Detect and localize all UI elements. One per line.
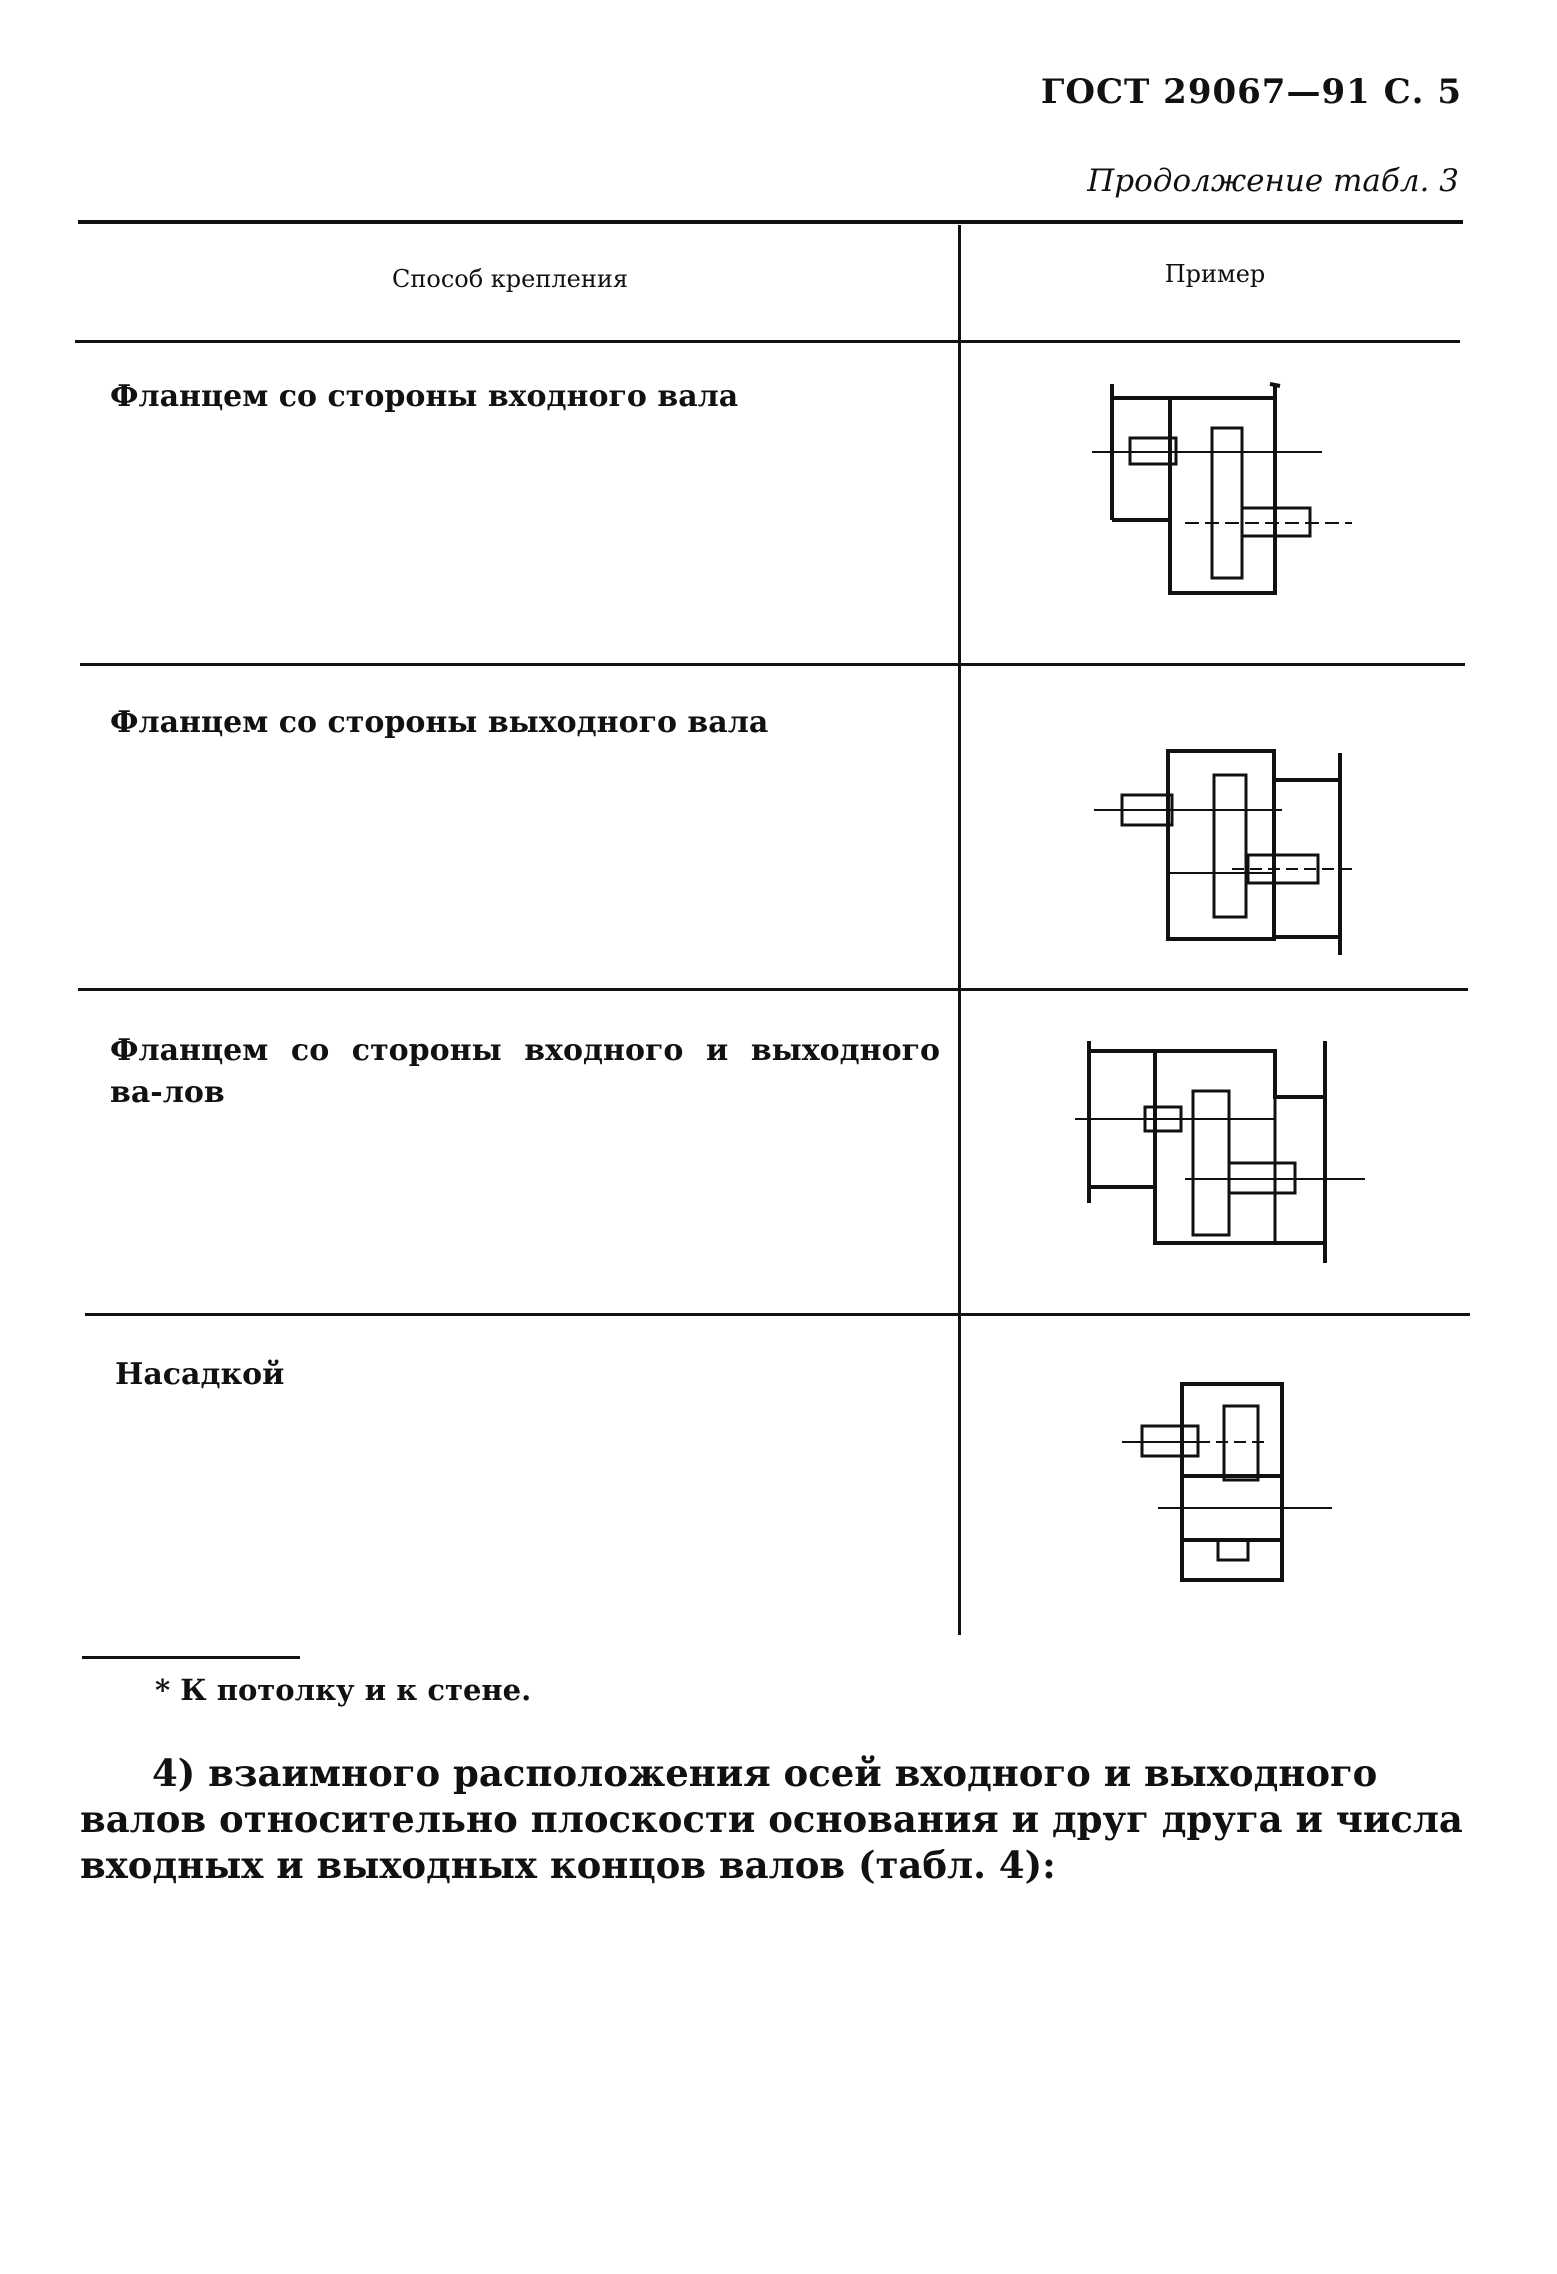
table-column-divider [958,225,961,1635]
table-top-rule [78,220,1463,224]
gearbox-flange-both-diagram [1075,1035,1375,1275]
table-row-method: Фланцем со стороны выходного вала [110,705,769,740]
gearbox-shaft-mounted-diagram [1120,1380,1350,1590]
body-paragraph [80,1750,1480,1888]
table-header-rule [75,340,1460,343]
table-row-method: Насадкой [115,1357,285,1392]
body-paragraph-text: 4) взаимного расположения осей входного и выходного валов относительно плоскости основания и друг друга и числа входных и выходных концов валов (табл. 4): [80,1751,1463,1887]
footnote-rule [82,1656,300,1659]
column-header-example: Пример [1164,260,1266,288]
gearbox-flange-input-diagram [1090,380,1370,600]
table-row-rule [85,1313,1470,1316]
table-continuation-label: Продолжение табл. 3 [1087,163,1459,199]
document-code: ГОСТ 29067—91 С. 5 [1040,72,1462,112]
table-row-method: Фланцем со стороны входного и выходного ва-лов [110,1033,940,1110]
column-header-method: Способ крепления [392,265,628,293]
gearbox-flange-output-diagram [1092,745,1372,965]
table-row-rule [80,663,1465,666]
table-row-method: Фланцем со стороны входного вала [110,379,739,414]
footnote: * К потолку и к стене. [155,1673,532,1707]
table-row-rule [78,988,1468,991]
